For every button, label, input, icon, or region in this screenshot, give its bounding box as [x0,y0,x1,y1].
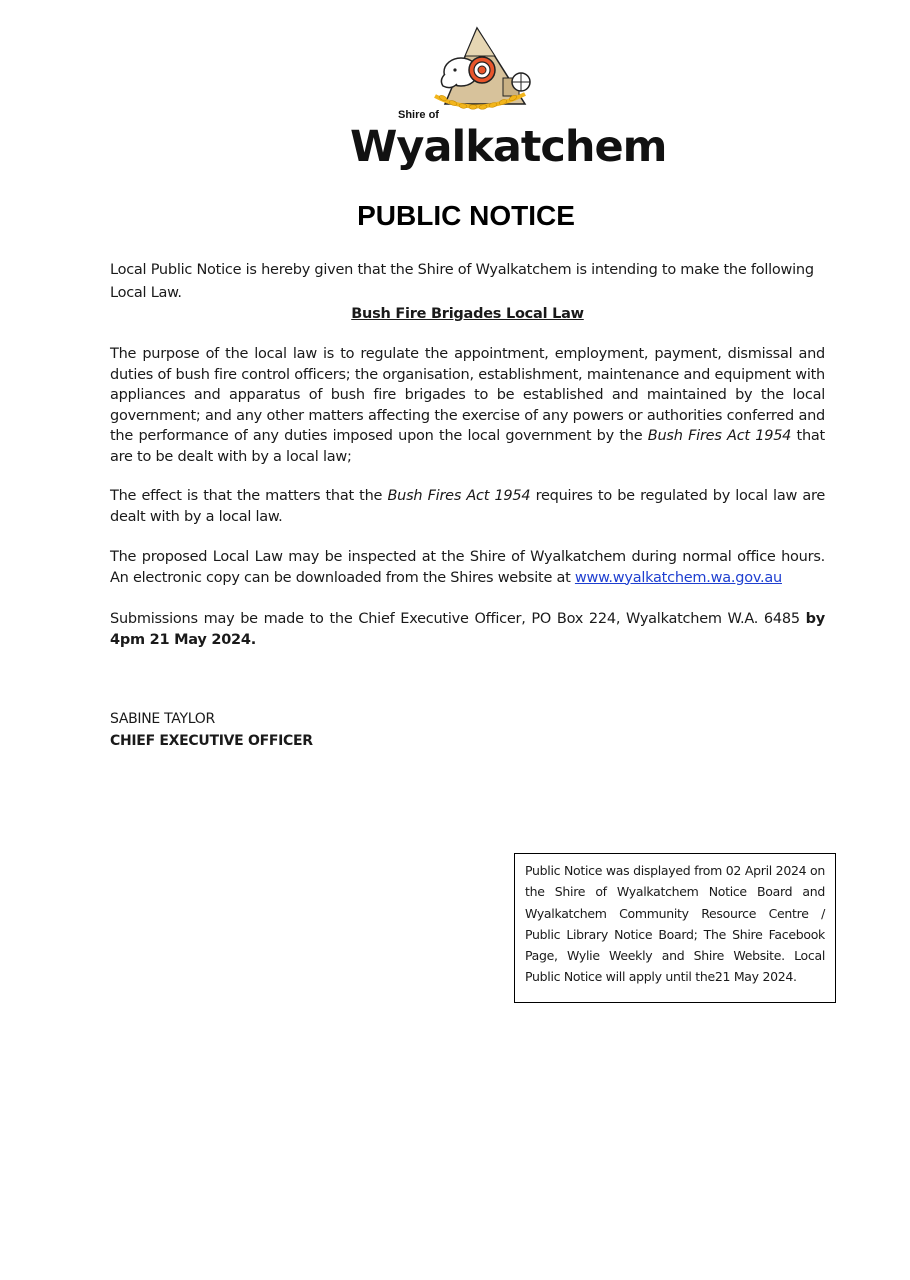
submissions-text: Submissions may be made to the Chief Executive Officer, PO Box 224, Wyalkatchem W.A. 6485 [110,611,806,627]
logo-shire-of-text: Shire of [398,109,439,121]
shire-website-link[interactable]: www.wyalkatchem.wa.gov.au [574,569,782,586]
purpose-act-name: Bush Fires Act 1954 [647,428,792,444]
effect-act-name: Bush Fires Act 1954 [387,488,531,504]
purpose-text-before: The purpose of the local law is to regulate the appointment, employment, payment, dismissal and duties of bush fire control officers; the organisation, establishment, maintenance and equipment with appliances and apparatus of bush fire brigades to be established and maintained by the local government; and any other matters affecting the exercise of any powers or authorities conferred and the performance of any duties imposed upon the local government by the [110,346,825,444]
effect-paragraph [110,486,825,527]
page-title: PUBLIC NOTICE [357,200,575,231]
logo-wordmark: Wyalkatchem [350,122,667,172]
inspection-paragraph [110,547,825,588]
inspection-text: The proposed Local Law may be inspected at the Shire of Wyalkatchem during normal office hours. An electronic copy can be downloaded from the Shires website at [110,549,825,586]
effect-text-after: requires to be regulated by local law are dealt with by a local law. [110,488,826,525]
shire-logo [350,26,667,172]
display-details-box: Public Notice was displayed from 02 April 2024 on the Shire of Wyalkatchem Notice Board and Wyalkatchem Community Resource Centre / Public Library Notice Board; The Shire Facebook Page, Wylie Weekly and Shire Website. Local Public Notice will apply until the21 May 2024. [514,853,836,1003]
ram-wheat-emblem-icon [425,26,540,112]
submissions-paragraph [110,609,825,650]
purpose-paragraph [110,344,825,467]
effect-text-before: The effect is that the matters that the [110,488,388,504]
local-law-subheading: Bush Fire Brigades Local Law [351,306,584,322]
signatory-name: SABINE TAYLOR [110,711,215,727]
purpose-text-after: that are to be dealt with by a local law; [110,428,825,465]
signatory-title: CHIEF EXECUTIVE OFFICER [110,733,313,749]
intro-paragraph: Local Public Notice is hereby given that the Shire of Wyalkatchem is intending to make the following Local Law. [110,262,814,301]
submissions-deadline: by 4pm 21 May 2024. [110,611,825,648]
